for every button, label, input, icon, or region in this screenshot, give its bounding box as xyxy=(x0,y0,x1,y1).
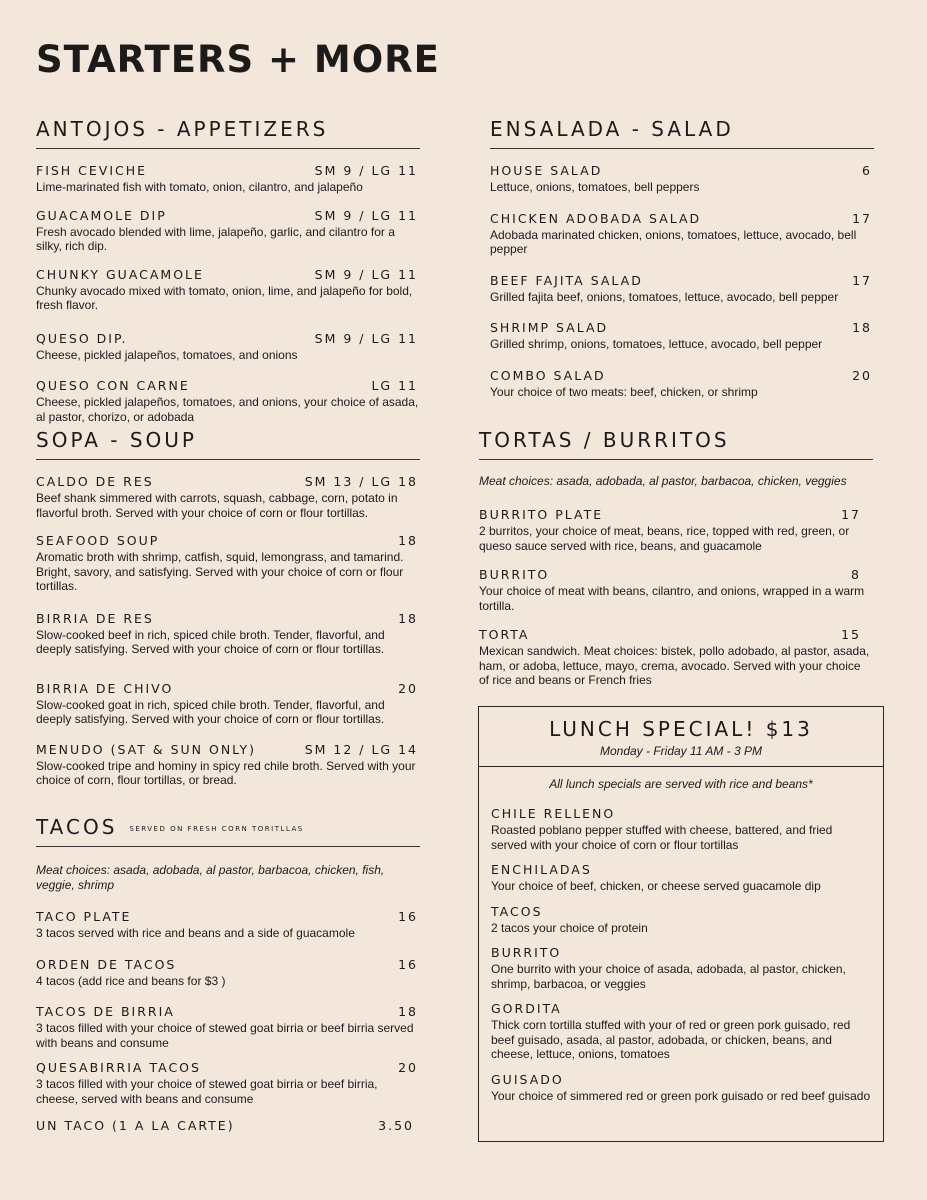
item-price: 17 xyxy=(852,272,872,288)
item-name: BURRITO xyxy=(479,567,550,582)
item-description: Your choice of simmered red or green pork guisado or red beef guisado xyxy=(491,1088,871,1103)
menu-item xyxy=(36,681,420,727)
item-name: CALDO DE RES xyxy=(36,474,154,489)
item-price: 6 xyxy=(862,163,872,178)
item-description: Mexican sandwich. Meat choices: bistek, pollo adobado, al pastor, asada, ham, or adoba, lettuce, mayo, crema, avocado. Served with your choice of rice and beans or French fries xyxy=(479,644,870,687)
item-price: 17 xyxy=(841,507,861,522)
item-description: Slow-cooked beef in rich, spiced chile broth. Tender, flavorful, and deeply satisfying. Served with your choice of corn or flour tortillas. xyxy=(36,627,385,656)
item-price: SM 9 / LG 11 xyxy=(314,163,418,178)
item-description: Cheese, pickled jalapeños, tomatoes, and onions xyxy=(36,347,298,362)
item-price: SM 9 / LG 11 xyxy=(314,266,418,282)
item-name: QUESABIRRIA TACOS xyxy=(36,1060,201,1075)
item-price: SM 9 / LG 11 xyxy=(314,207,418,223)
sopa-heading: SOPA - SOUP xyxy=(36,428,420,460)
item-description: Cheese, pickled jalapeños, tomatoes, and onions, your choice of asada, al pastor, chorizo, or adobada xyxy=(36,395,419,424)
menu-item xyxy=(491,862,871,894)
meat-choices-note: Meat choices: asada, adobada, al pastor, barbacoa, chicken, veggies xyxy=(479,474,847,488)
item-name: CHICKEN ADOBADA SALAD xyxy=(490,210,702,226)
item-price: SM 13 / LG 18 xyxy=(304,474,418,489)
menu-item xyxy=(491,806,871,852)
item-name: ENCHILADAS xyxy=(491,862,592,877)
tacos-section xyxy=(36,815,420,1146)
item-price: 17 xyxy=(852,210,872,226)
tacos-heading xyxy=(36,815,420,847)
menu-item xyxy=(36,163,420,195)
item-name: TACO PLATE xyxy=(36,909,132,924)
item-description: 3 tacos filled with your choice of stewed goat birria or beef birria served with beans and consume xyxy=(36,1021,414,1050)
item-name: SHRIMP SALAD xyxy=(490,320,609,335)
menu-item xyxy=(36,533,420,594)
item-description: Fresh avocado blended with lime, jalapeño, garlic, and cilantro for a silky, rich dip. xyxy=(36,224,395,253)
item-name: MENUDO (SAT & SUN ONLY) xyxy=(36,741,256,757)
item-description: Grilled shrimp, onions, tomatoes, lettuce, avocado, bell pepper xyxy=(490,337,823,351)
item-name: TACOS DE BIRRIA xyxy=(36,1004,175,1019)
menu-item xyxy=(490,211,874,257)
antojos-section xyxy=(36,117,420,437)
item-name: HOUSE SALAD xyxy=(490,163,603,178)
item-description: One burrito with your choice of asada, adobada, al pastor, chicken, shrimp, barbacoa, or veggies xyxy=(491,962,846,991)
menu-item xyxy=(36,1060,420,1106)
page-title: STARTERS + MORE xyxy=(36,38,440,81)
item-description: Aromatic broth with shrimp, catfish, squid, lemongrass, and tamarind. Bright, savory, and satisfying. Served with your choice of corn or flour tortillas. xyxy=(36,550,404,593)
lunch-special-body xyxy=(479,767,883,1103)
item-description: Your choice of meat with beans, cilantro, and onions, wrapped in a warm tortilla. xyxy=(479,584,865,613)
item-description: Lime-marinated fish with tomato, onion, cilantro, and jalapeño xyxy=(36,180,363,194)
menu-item xyxy=(36,742,420,788)
menu-item xyxy=(490,163,874,195)
item-description: 3 tacos served with rice and beans and a side of guacamole xyxy=(36,926,355,940)
item-price: 16 xyxy=(398,909,418,924)
item-description: Beef shank simmered with carrots, squash, cabbage, corn, potato in flavorful broth. Served with your choice of corn or flour tortillas. xyxy=(36,491,398,520)
menu-item xyxy=(491,1072,871,1104)
item-price: LG 11 xyxy=(371,378,418,393)
lunch-special-title: LUNCH SPECIAL! $13 xyxy=(549,717,813,741)
tacos-heading-title: TACOS xyxy=(36,815,118,839)
item-name: COMBO SALAD xyxy=(490,367,606,383)
item-price: 16 xyxy=(398,956,418,972)
menu-item xyxy=(36,957,420,989)
item-description: Slow-cooked goat in rich, spiced chile broth. Tender, flavorful, and deeply satisfying. Served with your choice of corn or flour tortillas. xyxy=(36,697,385,726)
menu-item xyxy=(36,378,420,424)
item-description: Adobada marinated chicken, onions, tomatoes, lettuce, avocado, bell pepper xyxy=(490,227,857,256)
item-price: 20 xyxy=(398,680,418,696)
item-name: SEAFOOD SOUP xyxy=(36,533,160,548)
menu-item xyxy=(36,474,420,520)
item-name: BURRITO xyxy=(491,945,562,960)
tortas-section xyxy=(479,428,873,701)
menu-item xyxy=(36,1118,416,1133)
antojos-heading: ANTOJOS - APPETIZERS xyxy=(36,117,420,149)
item-name: CHILE RELLENO xyxy=(491,806,616,821)
item-name: BIRRIA DE CHIVO xyxy=(36,680,174,696)
item-name: ORDEN DE TACOS xyxy=(36,956,177,972)
menu-item xyxy=(36,267,420,313)
item-name: GORDITA xyxy=(491,1001,562,1016)
item-name: TORTA xyxy=(479,627,530,642)
item-name: QUESO DIP. xyxy=(36,330,128,346)
item-name: GUISADO xyxy=(491,1071,564,1087)
menu-item xyxy=(479,627,873,688)
menu-item xyxy=(36,1004,420,1050)
menu-item xyxy=(490,368,874,400)
lunch-special-hours: Monday - Friday 11 AM - 3 PM xyxy=(599,744,763,758)
menu-item xyxy=(491,1001,871,1062)
tortas-heading: TORTAS / BURRITOS xyxy=(479,428,873,460)
item-name: BEEF FAJITA SALAD xyxy=(490,272,643,288)
item-description: Thick corn tortilla stuffed with your of red or green pork guisado, red beef guisado, asada, al pastor, adobada, or chicken, beans, and cheese, lettuce, onions, tomatoes xyxy=(491,1018,851,1061)
sopa-section xyxy=(36,428,420,801)
menu-item xyxy=(36,611,420,657)
menu-item xyxy=(490,320,874,352)
item-name: UN TACO (1 A LA CARTE) xyxy=(36,1118,235,1133)
item-price: 18 xyxy=(398,533,418,548)
menu-item xyxy=(479,507,873,553)
ensalada-section xyxy=(490,117,874,412)
item-description: Slow-cooked tripe and hominy in spicy red chile broth. Served with your choice of corn, flour tortillas, or bread. xyxy=(36,758,416,787)
item-name: TACOS xyxy=(491,903,543,919)
item-name: BIRRIA DE RES xyxy=(36,610,154,626)
lunch-special-header xyxy=(479,707,883,767)
meat-choices-note: Meat choices: asada, adobada, al pastor, barbacoa, chicken, fish, veggie, shrimp xyxy=(36,863,385,892)
item-name: BURRITO PLATE xyxy=(479,507,604,522)
menu-item xyxy=(490,273,874,305)
item-description: 2 burritos, your choice of meat, beans, rice, topped with red, green, or queso sauce served with rice, beans, and guacamole xyxy=(479,524,850,553)
item-price: 15 xyxy=(841,627,861,642)
menu-item xyxy=(491,904,871,936)
tacos-subheading: SERVED ON FRESH CORN TORITLLAS xyxy=(129,824,304,833)
item-price: 18 xyxy=(852,320,872,335)
item-description: Chunky avocado mixed with tomato, onion, lime, and jalapeño for bold, fresh flavor. xyxy=(36,283,413,312)
menu-item xyxy=(36,208,420,254)
lunch-special-note: All lunch specials are served with rice and beans* xyxy=(549,777,813,791)
item-description: 3 tacos filled with your choice of stewed goat birria or beef birria, cheese, served with beans and consume xyxy=(36,1077,378,1106)
item-price: 18 xyxy=(398,1004,418,1019)
item-name: FISH CEVICHE xyxy=(36,163,148,178)
item-name: CHUNKY GUACAMOLE xyxy=(36,266,204,282)
lunch-special-box xyxy=(478,706,884,1142)
item-price: SM 9 / LG 11 xyxy=(314,330,418,346)
item-description: Roasted poblano pepper stuffed with cheese, battered, and fried served with your choice of corn or flour tortillas xyxy=(491,823,833,852)
menu-item xyxy=(36,331,420,363)
item-description: Your choice of beef, chicken, or cheese served guacamole dip xyxy=(491,879,821,893)
menu-item xyxy=(36,909,420,941)
item-description: 2 tacos your choice of protein xyxy=(491,920,648,935)
item-description: 4 tacos (add rice and beans for $3 ) xyxy=(36,973,226,988)
item-description: Your choice of two meats: beef, chicken, or shrimp xyxy=(490,384,758,399)
menu-item xyxy=(479,567,873,613)
item-price: 3.50 xyxy=(378,1118,414,1133)
item-price: 20 xyxy=(398,1060,418,1075)
menu-item xyxy=(491,945,871,991)
item-price: 8 xyxy=(851,567,861,582)
item-price: 20 xyxy=(852,367,872,383)
item-price: 18 xyxy=(398,610,418,626)
item-price: SM 12 / LG 14 xyxy=(304,741,418,757)
item-description: Lettuce, onions, tomatoes, bell peppers xyxy=(490,180,700,194)
item-name: QUESO CON CARNE xyxy=(36,378,190,393)
ensalada-heading: ENSALADA - SALAD xyxy=(490,117,874,149)
item-name: GUACAMOLE DIP xyxy=(36,207,167,223)
item-description: Grilled fajita beef, onions, tomatoes, lettuce, avocado, bell pepper xyxy=(490,289,839,304)
